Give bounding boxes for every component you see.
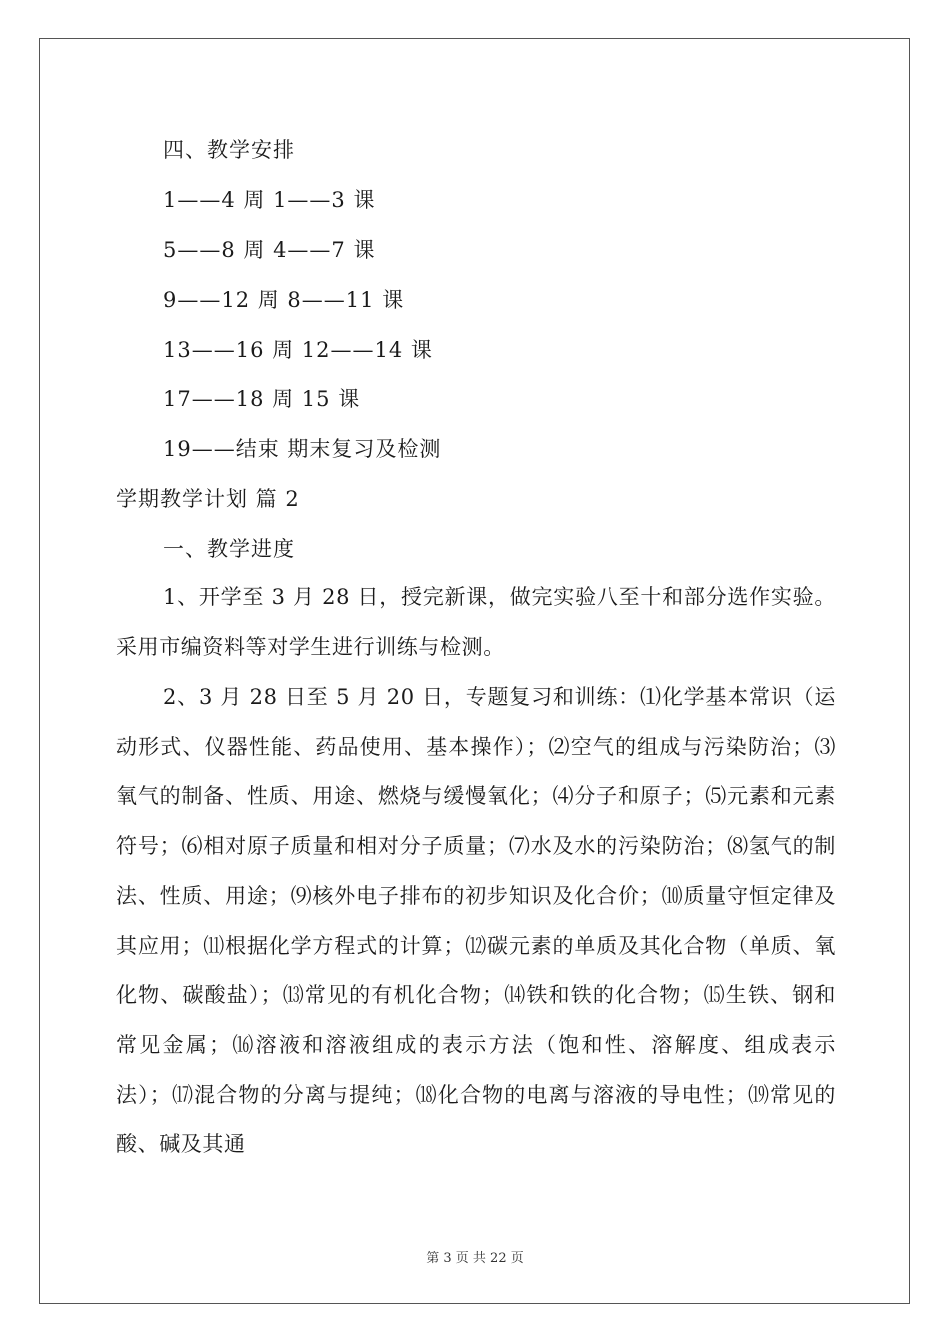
- paragraph-1: 1、开学至 3 月 28 日，授完新课，做完实验八至十和部分选作实验。采用市编资料等对学生进行训练与检测。: [116, 585, 836, 659]
- schedule-line-1: 1——4 周 1——3 课: [163, 188, 376, 212]
- schedule-line-4: 13——16 周 12——14 课: [163, 338, 433, 362]
- schedule-line-3: 9——12 周 8——11 课: [163, 288, 405, 312]
- sub-heading-progress: 一、教学进度: [163, 537, 295, 561]
- page-footer: 第 3 页 共 22 页: [426, 1251, 524, 1266]
- schedule-line-5: 17——18 周 15 课: [163, 387, 361, 411]
- plan-title: 学期教学计划 篇 2: [116, 487, 300, 511]
- section-heading-teaching-arrangement: 四、教学安排: [163, 138, 295, 162]
- schedule-line-2: 5——8 周 4——7 课: [163, 238, 376, 262]
- paragraph-2: 2、3 月 28 日至 5 月 20 日，专题复习和训练：⑴化学基本常识（运动形式、仪器性能、药品使用、基本操作）；⑵空气的组成与污染防治；⑶氧气的制备、性质、用途、燃烧与缓慢氧化；⑷分子和原子；⑸元素和元素符号；⑹相对原子质量和相对分子质量；⑺水及水的污染防治；⑻氢气的制法、性质、用途；⑼核外电子排布的初步知识及化合价；⑽质量守恒定律及其应用；⑾根据化学方程式的计算；⑿碳元素的单质及其化合物（单质、氧化物、碳酸盐）；⒀常见的有机化合物；⒁铁和铁的化合物；⒂生铁、钢和常见金属；⒃溶液和溶液组成的表示方法（饱和性、溶解度、组成表示法）；⒄混合物的分离与提纯；⒅化合物的电离与溶液的导电性；⒆常见的酸、碱及其通: [116, 685, 836, 1157]
- schedule-line-6: 19——结束 期末复习及检测: [163, 437, 442, 461]
